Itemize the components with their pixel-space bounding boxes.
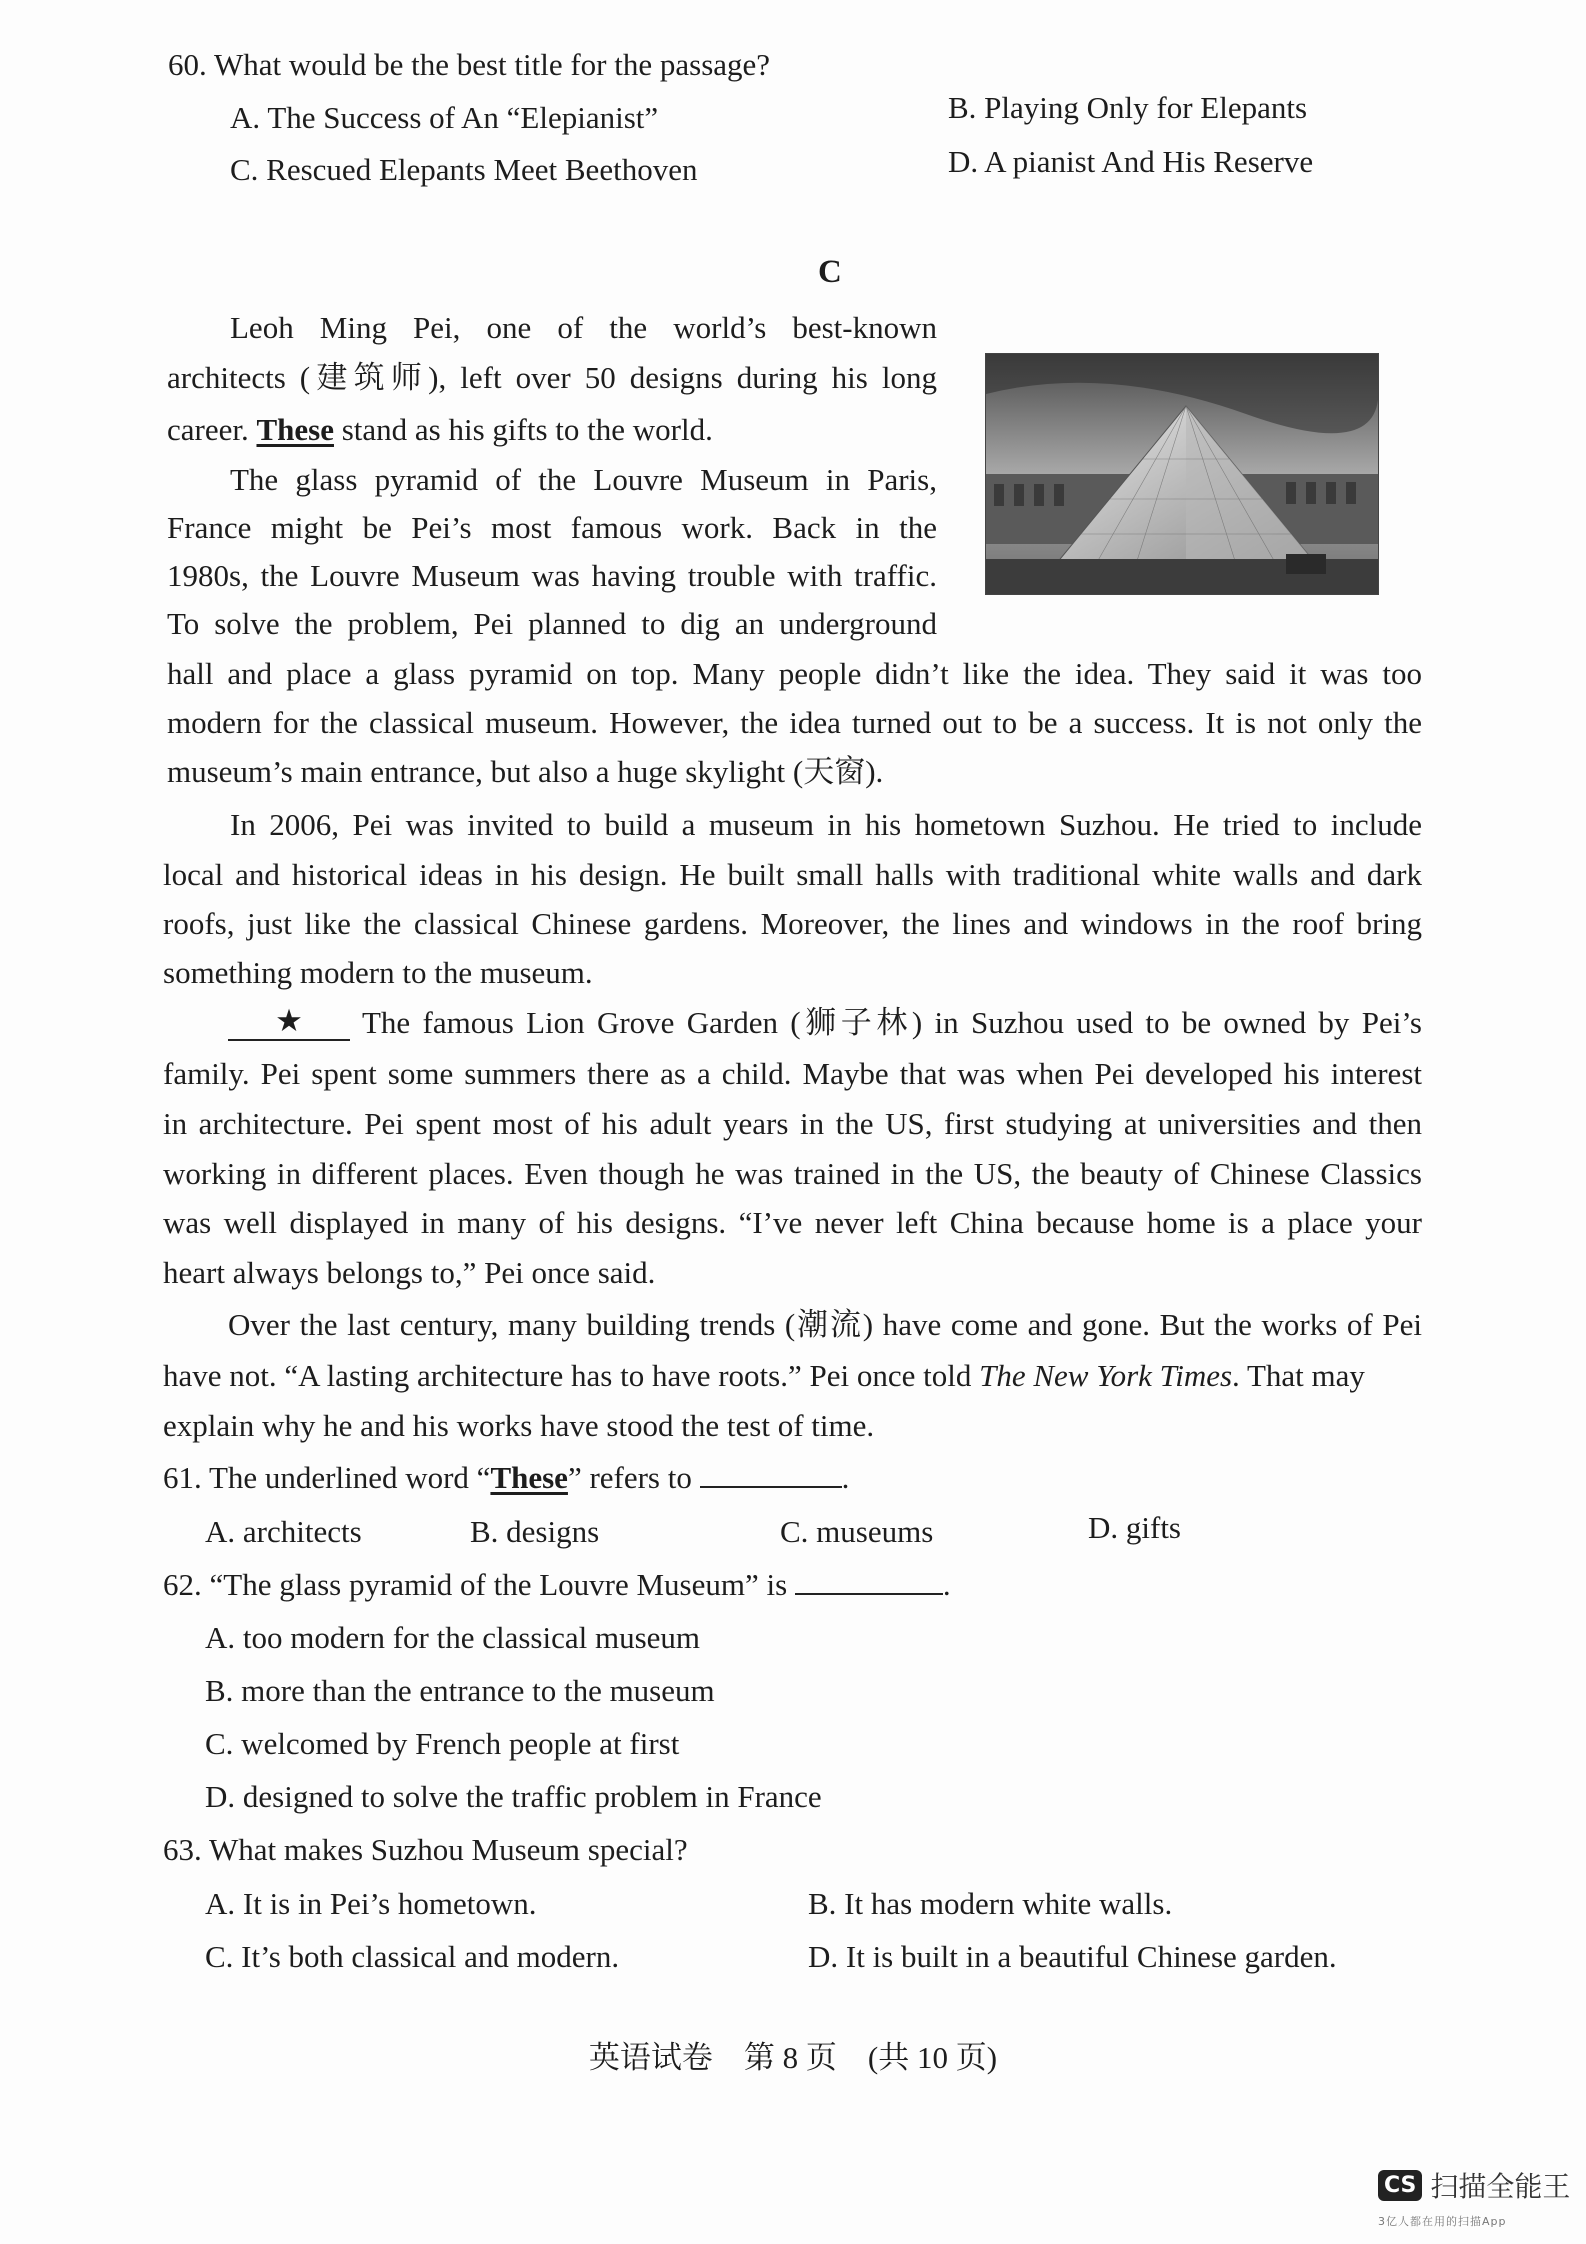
q63-option-a: A. It is in Pei’s hometown. — [205, 1886, 537, 1921]
q62-stem-text: 62. “The glass pyramid of the Louvre Museum” is — [163, 1567, 788, 1602]
p2-line2: France might be Pei’s most famous work. Back in the — [167, 510, 937, 545]
p4-line2: family. Pei spent some summers there as a child. Maybe that was when Pei developed his interest — [163, 1056, 1422, 1091]
p4-line4: working in different places. Even though he was trained in the US, the beauty of Chinese Classics — [163, 1156, 1422, 1191]
q61-stem: 61. The underlined word “These” refers to . — [163, 1460, 850, 1495]
q63-option-c: C. It’s both classical and modern. — [205, 1939, 620, 1974]
louvre-pyramid-photo — [985, 353, 1379, 595]
p5-line2-c: . That may — [1232, 1358, 1365, 1393]
p2-line6: modern for the classical museum. However, the idea turned out to be a success. It is not only the — [167, 705, 1422, 740]
p1-career: career. — [167, 412, 249, 447]
q63-option-b: B. It has modern white walls. — [808, 1886, 1173, 1921]
q62-option-d: D. designed to solve the traffic problem in France — [205, 1779, 822, 1814]
p4-line5: was well displayed in many of his designs. “I’ve never left China because home is a place your — [163, 1205, 1422, 1240]
p2-line3: 1980s, the Louvre Museum was having trouble with traffic. — [167, 558, 937, 593]
scanner-watermark — [1378, 2165, 1570, 2229]
q61-option-c: C. museums — [780, 1514, 934, 1549]
p1-line3 — [167, 410, 713, 450]
q61-stem-a: 61. The underlined word “ — [163, 1460, 491, 1495]
newspaper-title: The New York Times — [979, 1358, 1233, 1393]
star-blank: ★ — [228, 1003, 350, 1041]
q62-stem: 62. “The glass pyramid of the Louvre Museum” is . — [163, 1567, 951, 1602]
q60-option-d: D. A pianist And His Reserve — [948, 144, 1314, 179]
q61-option-b: B. designs — [470, 1514, 600, 1549]
p1-line3-rest: stand as his gifts to the world. — [341, 412, 713, 447]
q61-blank — [700, 1460, 842, 1488]
p5-line3: explain why he and his works have stood the test of time. — [163, 1408, 875, 1443]
q60-option-a: A. The Success of An “Elepianist” — [230, 100, 659, 135]
q62-option-a: A. too modern for the classical museum — [205, 1620, 701, 1655]
p4-line1: The famous Lion Grove Garden (狮子林) in Suzhou used to be owned by Pei’s — [362, 1005, 1422, 1040]
p3-line1: In 2006, Pei was invited to build a museum in his hometown Suzhou. He tried to include — [230, 807, 1422, 842]
p5-line1: Over the last century, many building trends (潮流) have come and gone. But the works of Pei — [228, 1307, 1422, 1342]
q62-option-c: C. welcomed by French people at first — [205, 1726, 680, 1761]
q60-stem: 60. What would be the best title for the passage? — [168, 47, 771, 82]
q60-option-c: C. Rescued Elepants Meet Beethoven — [230, 152, 698, 187]
q62-blank — [795, 1567, 943, 1595]
p2-line4: To solve the problem, Pei planned to dig an underground — [167, 606, 937, 641]
page-footer: 英语试卷 第 8 页 (共 10 页) — [588, 2040, 998, 2075]
p3-line2: local and historical ideas in his design. He built small halls with traditional white walls and dark — [163, 857, 1422, 892]
p4-line3: in architecture. Pei spent most of his adult years in the US, first studying at universities and then — [163, 1106, 1422, 1141]
q62-option-b: B. more than the entrance to the museum — [205, 1673, 715, 1708]
cs-logo-icon: CS — [1378, 2170, 1422, 2201]
q61-option-d: D. gifts — [1088, 1510, 1181, 1545]
section-heading: C — [818, 254, 842, 290]
p3-line4: something modern to the museum. — [163, 955, 593, 990]
p1-line2: architects (建筑师), left over 50 designs during his long — [167, 360, 937, 395]
p2-line5: hall and place a glass pyramid on top. Many people didn’t like the idea. They said it was too — [167, 656, 1422, 691]
p5-line2-a: have not. “A lasting architecture has to have roots.” Pei once told — [163, 1358, 972, 1393]
q63-stem: 63. What makes Suzhou Museum special? — [163, 1832, 688, 1867]
q61-option-a: A. architects — [205, 1514, 362, 1549]
q61-stem-c: ” refers to — [567, 1460, 692, 1495]
q60-option-b: B. Playing Only for Elepants — [948, 90, 1308, 125]
p2-line1: The glass pyramid of the Louvre Museum in Paris, — [230, 462, 937, 497]
q63-option-d: D. It is built in a beautiful Chinese garden. — [808, 1939, 1337, 1974]
p5-line2 — [163, 1356, 1365, 1396]
underlined-word-these: These — [256, 412, 334, 447]
p2-line7: museum’s main entrance, but also a huge skylight (天窗). — [167, 754, 884, 789]
watermark-app-name: 扫描全能王 — [1430, 2170, 1571, 2203]
p1-line1: Leoh Ming Pei, one of the world’s best-known — [230, 310, 937, 345]
p4-line6: heart always belongs to,” Pei once said. — [163, 1255, 656, 1290]
watermark-tagline: 3亿人都在用的扫描App — [1378, 2215, 1507, 2228]
p3-line3: roofs, just like the classical Chinese gardens. Moreover, the lines and windows in the roof bring — [163, 906, 1422, 941]
q61-these: These — [490, 1460, 568, 1495]
